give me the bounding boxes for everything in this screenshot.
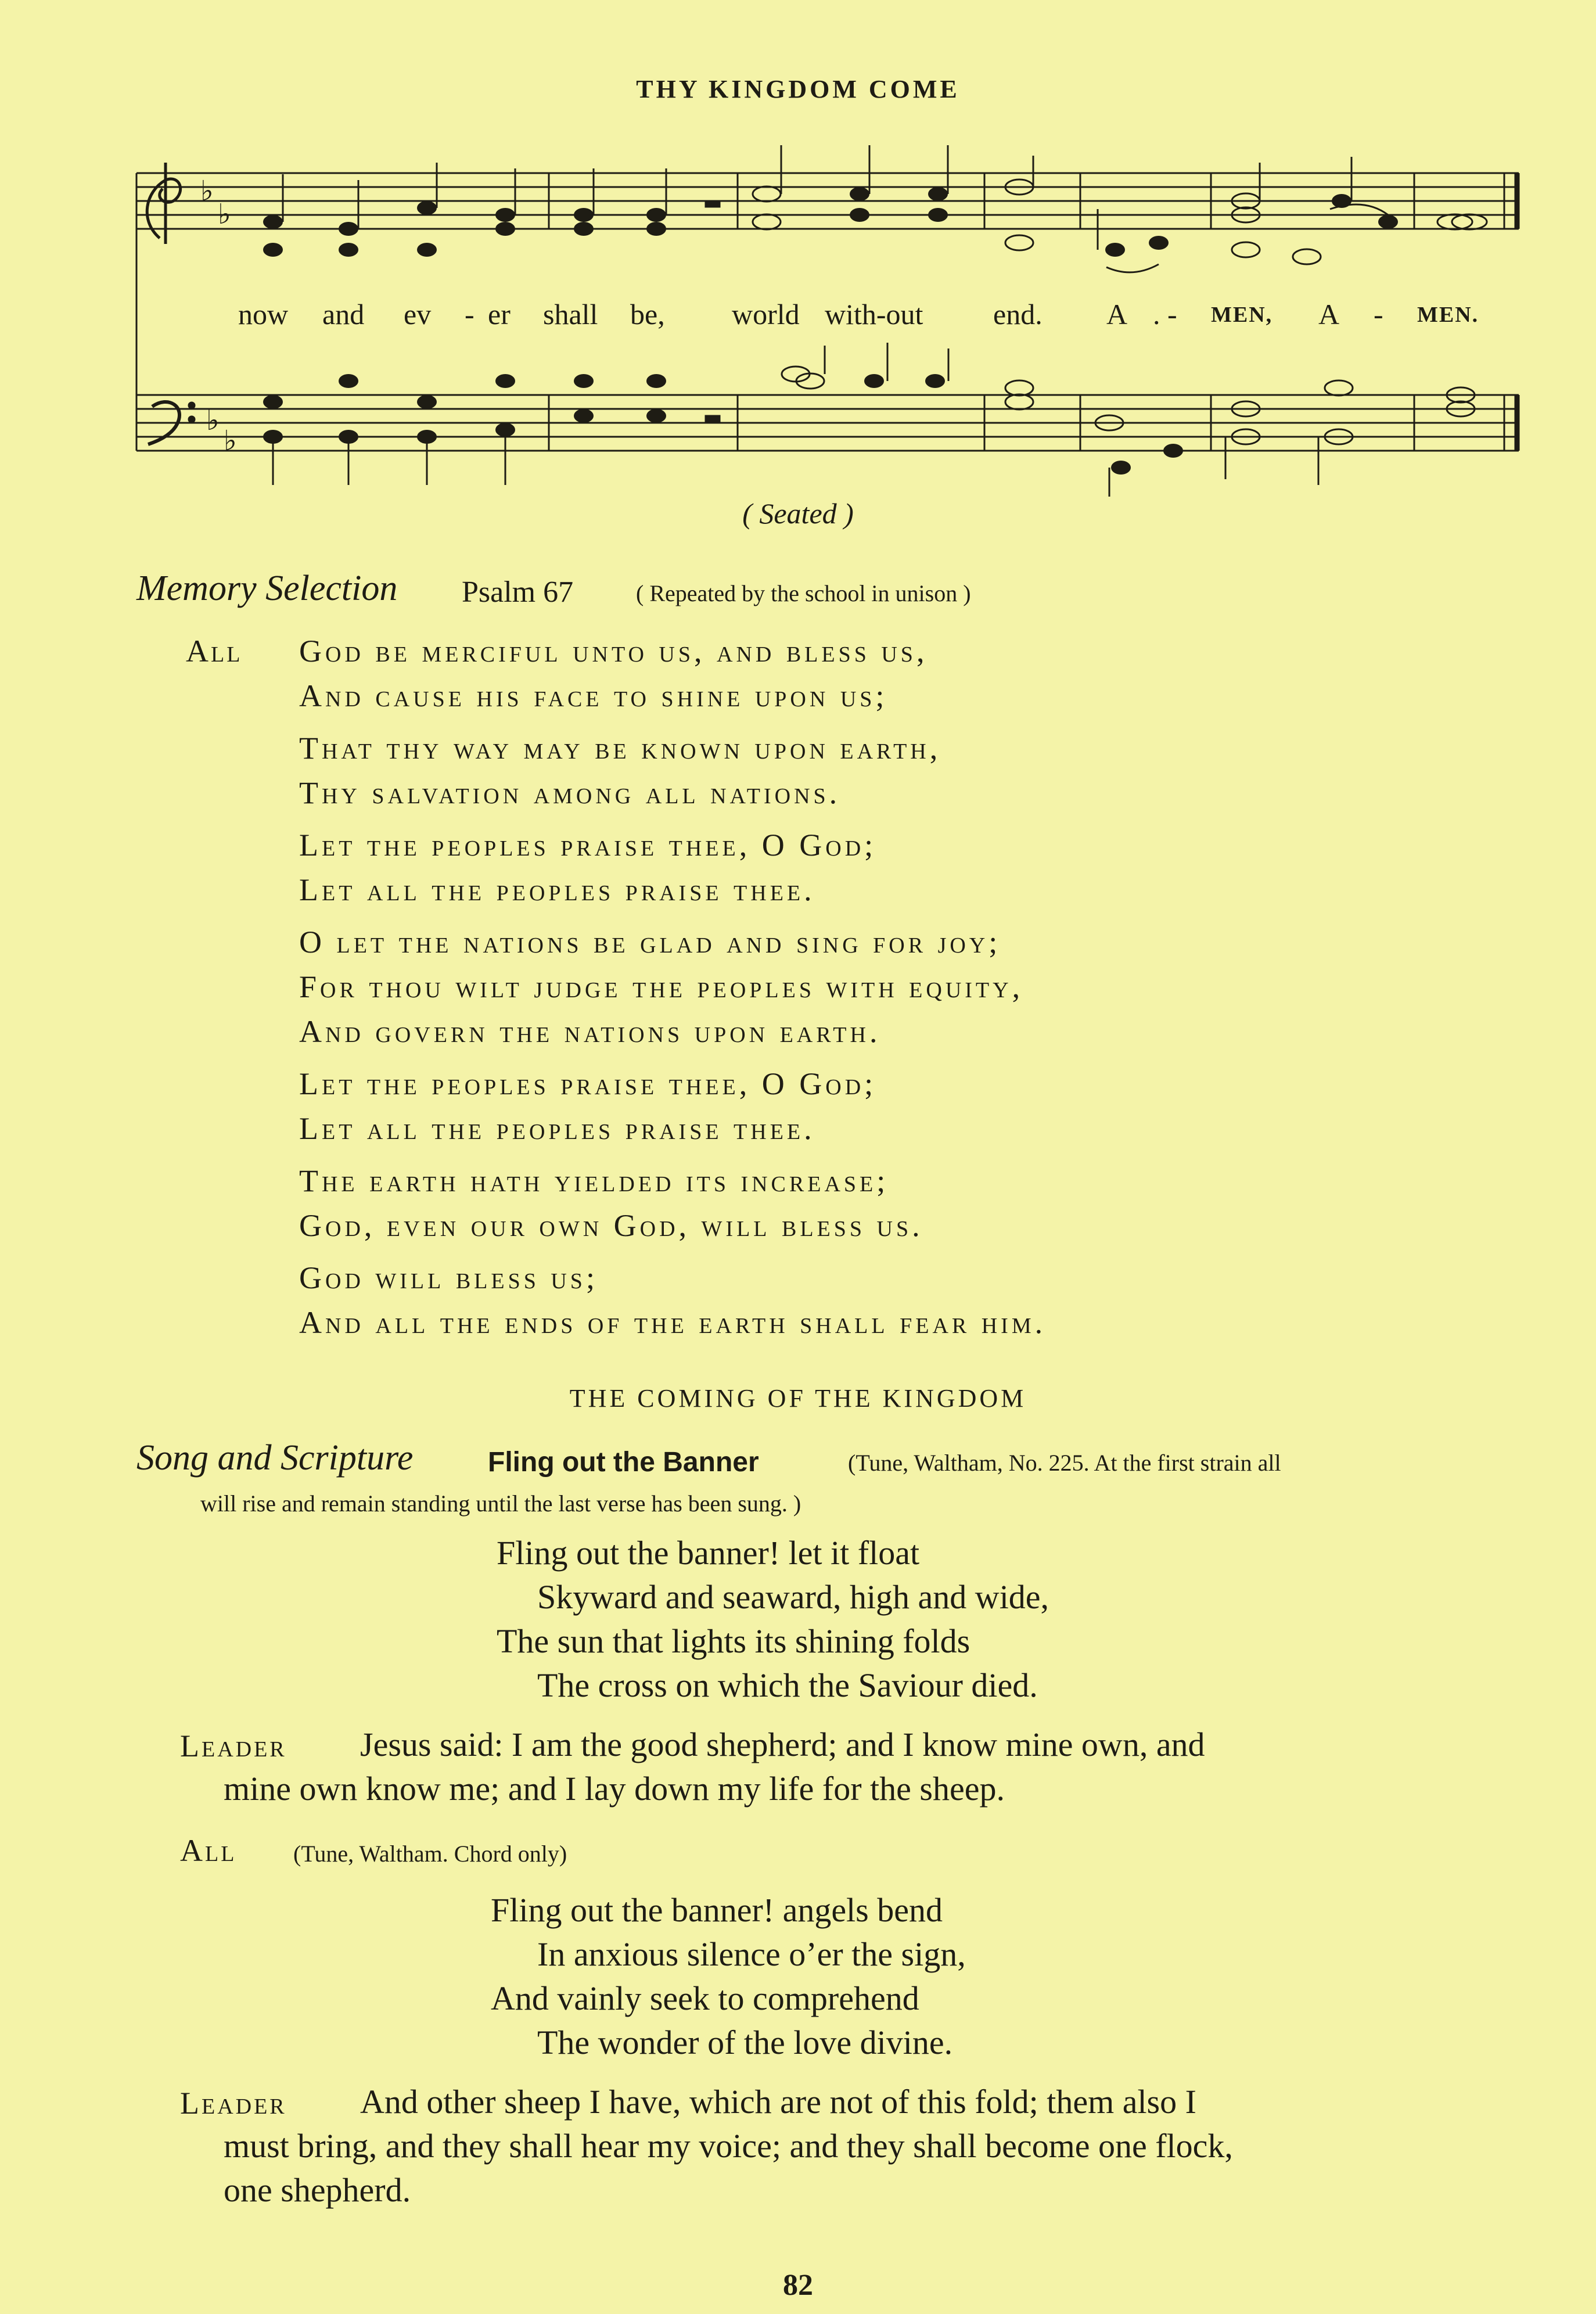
lyric-syllable: -	[1167, 298, 1177, 330]
stanza-line: The wonder of the love divine.	[537, 2024, 953, 2061]
lyric-syllable: and	[322, 298, 365, 330]
lyric-syllable: be,	[630, 298, 665, 330]
stanza-line: Skyward and seaward, high and wide,	[537, 1578, 1049, 1616]
seated-direction: ( Seated )	[742, 497, 854, 530]
stanza-line: And vainly seek to comprehend	[491, 1979, 919, 2017]
running-head: THY KINGDOM COME	[636, 75, 960, 103]
stanza-line: In anxious silence o’er the sign,	[537, 1935, 966, 1973]
song-title: Fling out the Banner	[488, 1447, 759, 1478]
tune-note-line1: (Tune, Waltham, No. 225. At the first strain all	[848, 1450, 1281, 1476]
psalm-line: Let the peoples praise thee, O God;	[299, 828, 877, 863]
psalm-line: For thou wilt judge the peoples with equity,	[299, 969, 1024, 1004]
lyric-syllable: now	[238, 298, 289, 330]
song-scripture-heading: Song and Scripture	[136, 1438, 414, 1478]
stanza-line: Fling out the banner! let it float	[497, 1534, 920, 1572]
psalm-line: And all the ends of the earth shall fear him.	[299, 1305, 1047, 1340]
lyric-syllable: world	[732, 298, 800, 330]
psalm-line: O let the nations be glad and sing for joy;	[299, 925, 1001, 960]
psalm-line: And cause his face to shine upon us;	[299, 678, 888, 713]
music-score	[0, 0, 1596, 523]
psalm-line: Thy salvation among all nations.	[299, 775, 841, 810]
svg-text:♭: ♭	[200, 175, 214, 207]
psalm-line: And govern the nations upon earth.	[299, 1014, 881, 1049]
psalm-line: The earth hath yielded its increase;	[299, 1163, 889, 1198]
role-leader: Leader	[180, 2086, 287, 2121]
lyric-syllable: end.	[993, 298, 1043, 330]
psalm-line: Let the peoples praise thee, O God;	[299, 1066, 877, 1101]
section-title: THE COMING OF THE KINGDOM	[569, 1384, 1027, 1413]
lyric-syllable: ev	[404, 298, 432, 330]
stanza-line: The cross on which the Saviour died.	[537, 1666, 1038, 1704]
stanza-line: The sun that lights its shining folds	[497, 1622, 970, 1660]
leader-text: mine own know me; and I lay down my life for the sheep.	[224, 1770, 1005, 1808]
role-leader: Leader	[180, 1729, 287, 1763]
page-number: 82	[783, 2269, 813, 2302]
psalm-line: Let all the peoples praise thee.	[299, 872, 815, 907]
lyric-syllable: with-out	[825, 298, 923, 330]
psalm-line: God, even our own God, will bless us.	[299, 1208, 923, 1243]
chord-note: (Tune, Waltham. Chord only)	[293, 1841, 567, 1867]
tune-note-line2: will rise and remain standing until the last verse has been sung. )	[200, 1490, 801, 1517]
unison-note: ( Repeated by the school in unison )	[636, 580, 971, 606]
stanza-line: Fling out the banner! angels bend	[491, 1891, 943, 1929]
svg-text:♭: ♭	[224, 425, 237, 457]
lyric-syllable: MEN,	[1211, 303, 1273, 327]
leader-text: Jesus said: I am the good shepherd; and I know mine own, and	[360, 1726, 1205, 1763]
leader-text: must bring, and they shall hear my voice; and they shall become one flock,	[224, 2127, 1233, 2165]
svg-text:♭: ♭	[206, 404, 220, 437]
psalm-reference: Psalm 67	[462, 576, 574, 609]
lyric-syllable: shall	[543, 298, 598, 330]
leader-text: And other sheep I have, which are not of this fold; them also I	[360, 2083, 1196, 2121]
lyric-syllable: .	[1153, 298, 1160, 330]
lyric-syllable: er	[488, 298, 511, 330]
psalm-line: God be merciful unto us, and bless us,	[299, 634, 928, 669]
lyric-syllable: -	[1374, 298, 1383, 330]
psalm-line: Let all the peoples praise thee.	[299, 1111, 815, 1146]
lyric-syllable: A	[1106, 298, 1128, 330]
lyric-syllable: -	[465, 298, 475, 330]
psalm-line: God will bless us;	[299, 1260, 598, 1295]
svg-text:♭: ♭	[218, 198, 231, 231]
psalm-line: That thy way may be known upon earth,	[299, 731, 941, 766]
memory-selection-heading: Memory Selection	[136, 569, 398, 608]
role-all: All	[186, 634, 243, 669]
leader-text: one shepherd.	[224, 2171, 411, 2209]
role-all: All	[180, 1833, 237, 1868]
lyric-syllable: MEN.	[1417, 303, 1479, 327]
lyric-syllable: A	[1318, 298, 1340, 330]
